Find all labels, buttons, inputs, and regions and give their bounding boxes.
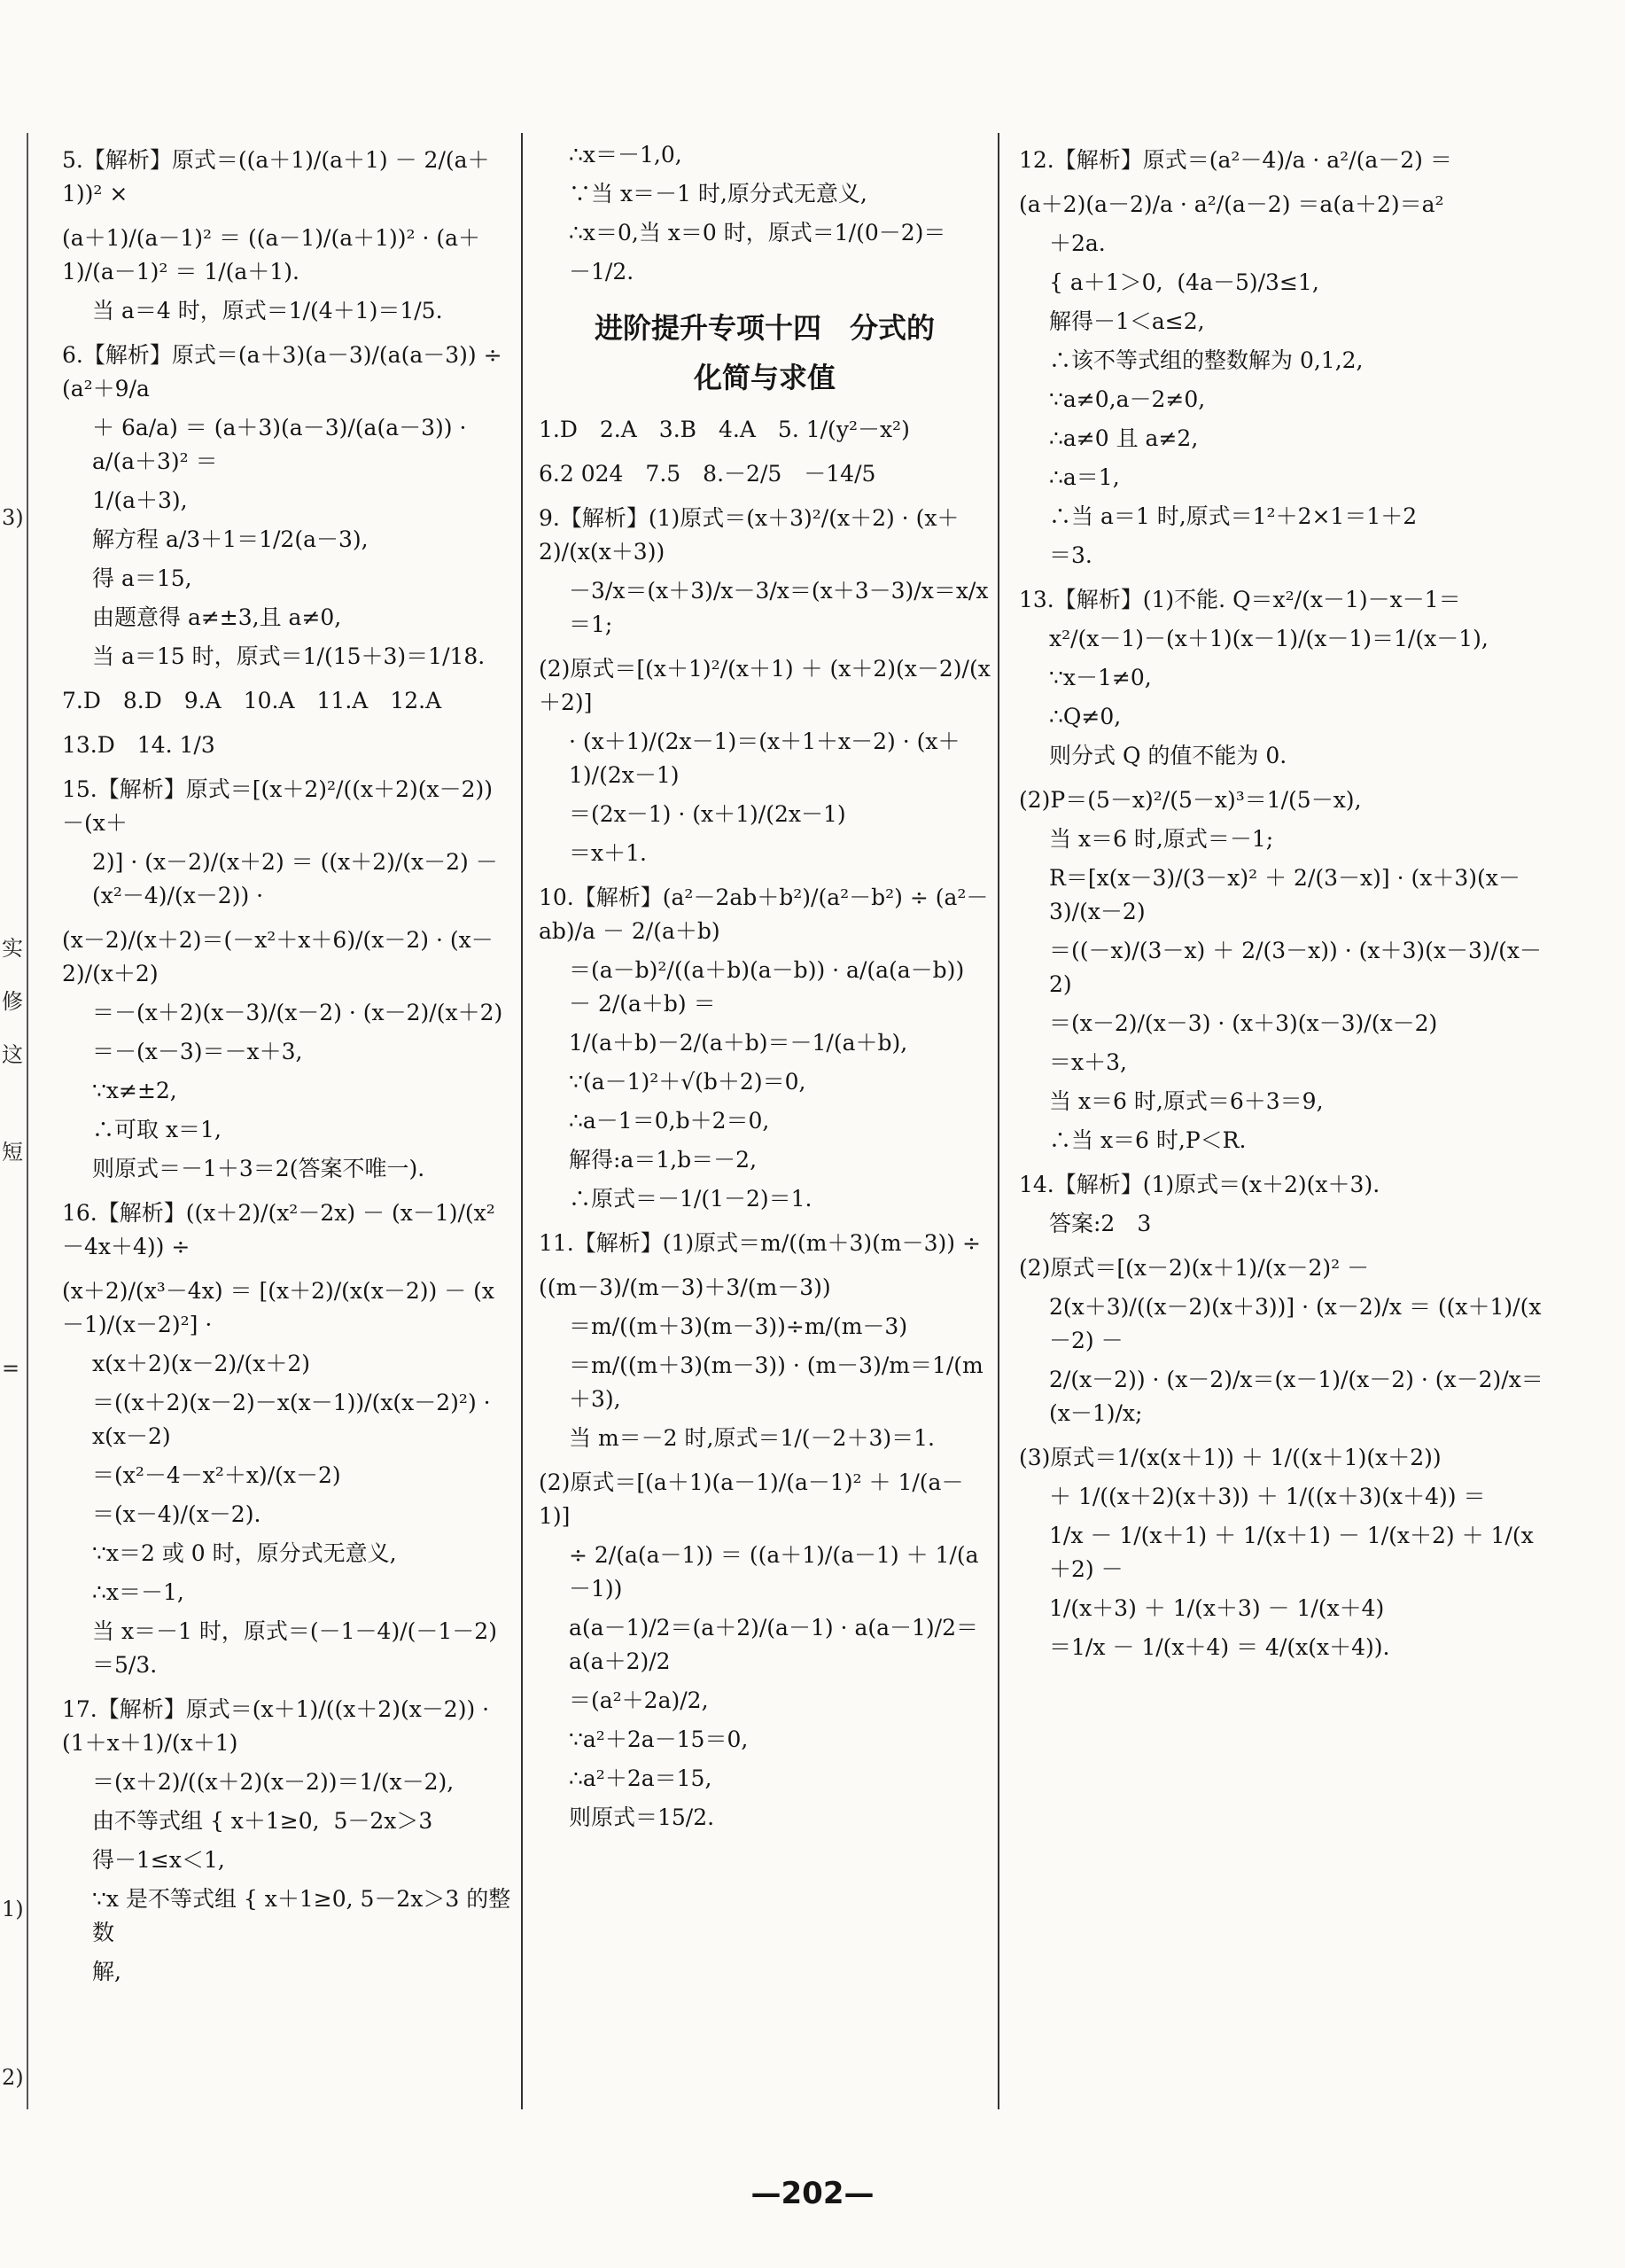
solution-line: ∴当 x＝6 时,P＜R. (1049, 1127, 1247, 1153)
solution-line: ∴Q≠0, (1049, 704, 1122, 729)
solution-line: ＝－(x＋2)(x－3)/(x－2) · (x－2)/(x＋2) (92, 1000, 503, 1025)
solution-line: ∵x－1≠0, (1049, 665, 1152, 690)
solution-line: ＝(x＋2)/((x＋2)(x－2))＝1/(x－2), (92, 1769, 455, 1795)
solution-line: 解, (92, 1959, 121, 1984)
solution-line: ＝－(x－3)＝－x＋3, (92, 1039, 303, 1064)
solution-line: 则分式 Q 的值不能为 0. (1049, 743, 1287, 768)
solution-line: ((m－3)/(m－3)＋3/(m－3)) (539, 1274, 831, 1300)
solution-line: (2)P＝(5－x)²/(5－x)³＝1/(5－x), (1019, 787, 1362, 813)
column-divider (521, 133, 523, 2109)
solution-line: 6.【解析】原式＝(a＋3)(a－3)/(a(a－3)) ÷ (a²＋9/a (62, 342, 509, 401)
solution-line: ＝((x＋2)(x－2)－x(x－1))/(x(x－2)²) · x(x－2) (92, 1390, 498, 1449)
solution-line: ∴a－1＝0,b＋2＝0, (569, 1108, 770, 1134)
solution-line: ∴x＝－1,0, (569, 142, 682, 168)
answer-column-3 (1019, 133, 1551, 1670)
solution-line: ∵x 是不等式组 { x＋1≥0, 5－2x＞3 的整数 (92, 1886, 511, 1945)
solution-line: ∴a＝1, (1049, 464, 1120, 490)
solution-line: 16.【解析】((x＋2)/(x²－2x) － (x－1)/(x²－4x＋4)) ÷ (62, 1200, 495, 1259)
left-binding-rule (27, 133, 28, 2109)
solution-line: 由题意得 a≠±3,且 a≠0, (92, 604, 342, 630)
solution-line: 17.【解析】原式＝(x＋1)/((x＋2)(x－2)) · (1＋x＋1)/(x＋1) (62, 1696, 497, 1756)
solution-line: ＝3. (1049, 542, 1092, 568)
solution-line: ＝((－x)/(3－x) ＋ 2/(3－x)) · (x＋3)(x－3)/(x－2) (1049, 938, 1542, 997)
solution-line: 12.【解析】原式＝(a²－4)/a · a²/(a－2) ＝ (1019, 147, 1452, 173)
solution-line: 14.【解析】(1)原式＝(x＋2)(x＋3). (1019, 1172, 1380, 1197)
solution-line: ∵a²＋2a－15＝0, (569, 1726, 749, 1752)
solution-line: ＝m/((m＋3)(m－3)) · (m－3)/m＝1/(m＋3), (569, 1352, 984, 1412)
solution-line: ∵a≠0,a－2≠0, (1049, 386, 1206, 412)
solution-line: 2/(x－2)) · (x－2)/x＝(x－1)/(x－2) · (x－2)/x＝(x－1)/x; (1049, 1367, 1543, 1426)
solution-line: ∴x＝－1, (92, 1579, 184, 1605)
solution-line: ＝x＋1. (569, 840, 647, 866)
solution-line: ÷ 2/(a(a－1)) ＝ ((a＋1)/(a－1) ＋ 1/(a－1)) (569, 1542, 979, 1602)
margin-char: 3) (2, 505, 24, 530)
solution-line: ∴该不等式组的整数解为 0,1,2, (1049, 347, 1364, 373)
solution-line: ∴当 a＝1 时,原式＝1²＋2×1＝1＋2 (1049, 503, 1418, 529)
solution-line: (2)原式＝[(x－2)(x＋1)/(x－2)² － (1019, 1255, 1370, 1281)
solution-line: 解得:a＝1,b＝－2, (569, 1147, 758, 1173)
solution-line: ∵x＝2 或 0 时，原分式无意义, (92, 1540, 397, 1566)
answer-column-1 (62, 133, 514, 1994)
solution-line: 13.D 14. 1/3 (62, 732, 215, 758)
solution-line: (a＋1)/(a－1)² ＝ ((a－1)/(a＋1))² · (a＋1)/(a－1)² ＝ 1/(a＋1). (62, 225, 481, 284)
section-title-line: 进阶提升专项十四 分式的 (594, 311, 935, 345)
solution-line: (2)原式＝[(a＋1)(a－1)/(a－1)² ＋ 1/(a－1)] (539, 1469, 964, 1529)
solution-line: 2)] · (x－2)/(x＋2) ＝ ((x＋2)/(x－2) － (x²－4)/(x－2)) · (92, 849, 505, 908)
solution-line: ∵当 x＝－1 时,原分式无意义, (569, 181, 867, 207)
solution-line: 1/x － 1/(x＋1) ＋ 1/(x＋1) － 1/(x＋2) ＋ 1/(x＋2) － (1049, 1523, 1534, 1582)
solution-line: (a＋2)(a－2)/a · a²/(a－2) ＝a(a＋2)＝a² (1019, 191, 1444, 217)
solution-line: 13.【解析】(1)不能. Q＝x²/(x－1)－x－1＝ (1019, 587, 1461, 612)
margin-char: 修 (2, 989, 23, 1014)
solution-line: 当 a＝4 时，原式＝1/(4＋1)＝1/5. (92, 298, 443, 323)
solution-line: 1.D 2.A 3.B 4.A 5. 1/(y²－x²) (539, 417, 910, 442)
solution-line: ∴可取 x＝1, (92, 1117, 222, 1142)
solution-line: 解方程 a/3＋1＝1/2(a－3), (92, 526, 369, 552)
solution-line: (x＋2)/(x³－4x) ＝ [(x＋2)/(x(x－2)) － (x－1)/(x－2)²] · (62, 1278, 495, 1337)
solution-line: 11.【解析】(1)原式＝m/((m＋3)(m－3)) ÷ (539, 1230, 981, 1256)
solution-line: 6.2 024 7.5 8.－2/5 －14/5 (539, 461, 876, 487)
solution-line: ＝(2x－1) · (x＋1)/(2x－1) (569, 801, 846, 827)
page-number: —202— (750, 2176, 875, 2211)
solution-line: 得 a＝15, (92, 565, 192, 591)
solution-line: ∵x≠±2, (92, 1078, 177, 1103)
solution-line: ＝(x－4)/(x－2). (92, 1501, 261, 1527)
section-answers (539, 413, 991, 1835)
margin-char: 短 (2, 1140, 23, 1165)
solution-line: x(x＋2)(x－2)/(x＋2) (92, 1351, 311, 1376)
margin-char: = (2, 1356, 20, 1381)
solution-line: 当 m＝－2 时,原式＝1/(－2＋3)＝1. (569, 1425, 935, 1451)
solution-line: －3/x＝(x＋3)/x－3/x＝(x＋3－3)/x＝x/x＝1; (569, 578, 989, 637)
solution-line: { a＋1＞0, (4a－5)/3≤1, (1049, 269, 1319, 295)
solution-line: 9.【解析】(1)原式＝(x＋3)²/(x＋2) · (x＋2)/(x(x＋3)) (539, 505, 960, 565)
solution-line: －1/2. (569, 259, 634, 284)
solution-line: ＝(a²＋2a)/2, (569, 1687, 709, 1713)
solution-line: 当 x＝－1 时，原式＝(－1－4)/(－1－2)＝5/3. (92, 1618, 497, 1678)
solution-line: 得－1≤x＜1, (92, 1847, 225, 1873)
solution-line: ＝(x²－4－x²＋x)/(x－2) (92, 1462, 341, 1488)
solution-line: ＝1/x － 1/(x＋4) ＝ 4/(x(x＋4)). (1049, 1634, 1390, 1660)
margin-char: 这 (2, 1042, 23, 1067)
solution-line: 解得－1＜a≤2, (1049, 308, 1205, 334)
solution-line: ＝(x－2)/(x－3) · (x＋3)(x－3)/(x－2) (1049, 1010, 1438, 1036)
solution-line: 10.【解析】(a²－2ab＋b²)/(a²－b²) ÷ (a²－ab)/a － 2/(a＋b) (539, 885, 989, 944)
margin-char: 实 (2, 936, 23, 961)
solution-line: ∴原式＝－1/(1－2)＝1. (569, 1186, 812, 1212)
solution-line: ＋ 6a/a) ＝ (a＋3)(a－3)/(a(a－3)) · a/(a＋3)² ＝ (92, 415, 474, 474)
margin-char: 2) (2, 2065, 24, 2090)
solution-line: (2)原式＝[(x＋1)²/(x＋1) ＋ (x＋2)(x－2)/(x＋2)] (539, 656, 991, 715)
solution-line: ＝m/((m＋3)(m－3))÷m/(m－3) (569, 1313, 908, 1339)
column-divider (998, 133, 999, 2109)
solution-line: ＝(a－b)²/((a＋b)(a－b)) · a/(a(a－b)) － 2/(a＋b) ＝ (569, 957, 972, 1017)
solution-line: 2(x＋3)/((x－2)(x＋3))] · (x－2)/x ＝ ((x＋1)/(x－2) － (1049, 1294, 1542, 1353)
solution-line: 当 x＝6 时,原式＝6＋3＝9, (1049, 1088, 1324, 1114)
section-title (539, 303, 991, 402)
continued-solution (539, 138, 991, 289)
solution-line: ∴a≠0 且 a≠2, (1049, 425, 1199, 451)
solution-line: ＋2a. (1049, 230, 1106, 256)
solution-line: 1/(a＋3), (92, 487, 188, 513)
solution-line: R＝[x(x－3)/(3－x)² ＋ 2/(3－x)] · (x＋3)(x－3)/(x－2) (1049, 865, 1520, 924)
solution-line: 1/(x＋3) ＋ 1/(x＋3) － 1/(x＋4) (1049, 1595, 1385, 1621)
section-title-line: 化简与求值 (693, 361, 836, 394)
solution-line: x²/(x－1)－(x＋1)(x－1)/(x－1)＝1/(x－1), (1049, 626, 1489, 651)
solution-line: ∵(a－1)²＋√(b＋2)＝0, (569, 1069, 806, 1095)
solution-line: 则原式＝15/2. (569, 1804, 715, 1830)
solution-line: ＝x＋3, (1049, 1049, 1127, 1075)
margin-char: 1) (2, 1897, 24, 1921)
solution-line: ∴a²＋2a＝15, (569, 1765, 712, 1791)
solution-line: a(a－1)/2＝(a＋2)/(a－1) · a(a－1)/2＝a(a＋2)/2 (569, 1615, 979, 1674)
solution-line: (x－2)/(x＋2)＝(－x²＋x＋6)/(x－2) · (x－2)/(x＋2) (62, 927, 494, 986)
solution-line: (3)原式＝1/(x(x＋1)) ＋ 1/((x＋1)(x＋2)) (1019, 1445, 1442, 1470)
solution-line: ∴x＝0,当 x＝0 时，原式＝1/(0－2)＝ (569, 220, 946, 246)
solution-line: 1/(a＋b)－2/(a＋b)＝－1/(a＋b), (569, 1030, 908, 1056)
solution-line: 则原式＝－1＋3＝2(答案不唯一). (92, 1156, 425, 1181)
solution-line: 7.D 8.D 9.A 10.A 11.A 12.A (62, 688, 442, 713)
solution-line: ＋ 1/((x＋2)(x＋3)) ＋ 1/((x＋3)(x＋4)) ＝ (1049, 1484, 1486, 1509)
solution-line: 当 a＝15 时，原式＝1/(15＋3)＝1/18. (92, 643, 486, 669)
solution-line: 答案:2 3 (1049, 1211, 1152, 1236)
solution-line: 15.【解析】原式＝[(x＋2)²/((x＋2)(x－2)) －(x＋ (62, 776, 500, 836)
solution-line: 由不等式组 { x＋1≥0, 5－2x＞3 (92, 1808, 433, 1834)
solution-line: 5.【解析】原式＝((a＋1)/(a＋1) － 2/(a＋1))² × (62, 147, 490, 207)
solution-line: 当 x＝6 时,原式＝－1; (1049, 826, 1274, 852)
answer-column-2 (539, 133, 991, 1840)
solution-line: · (x＋1)/(2x－1)＝(x＋1＋x－2) · (x＋1)/(2x－1) (569, 729, 960, 788)
